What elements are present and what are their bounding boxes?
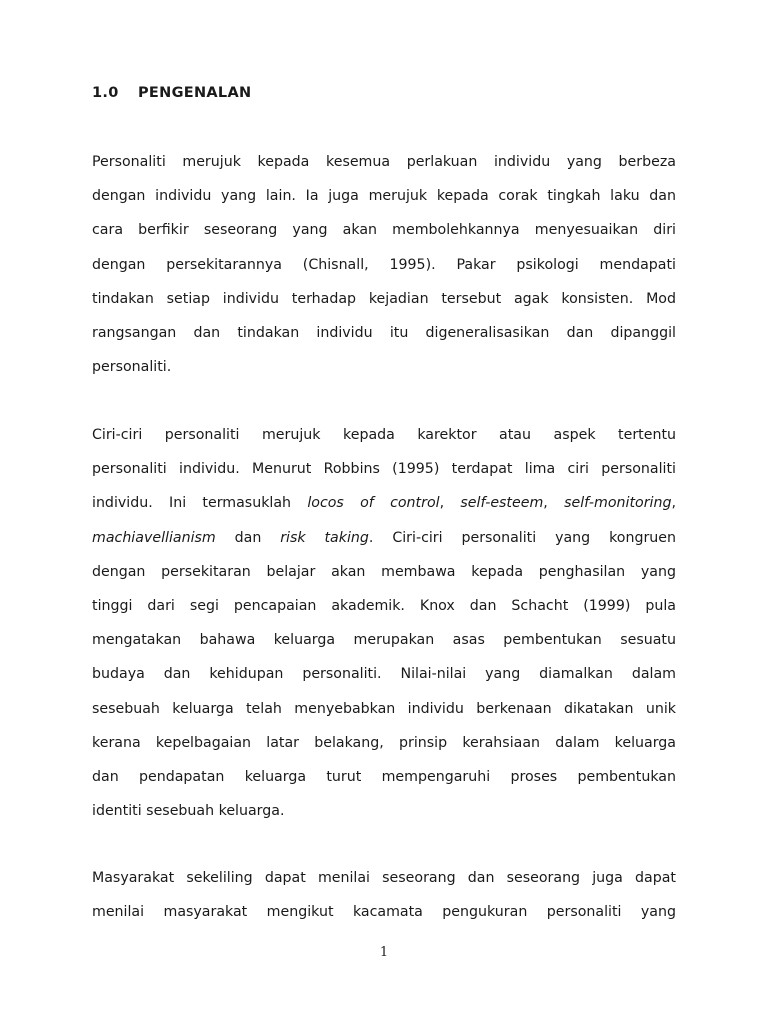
italic-term: locos of control	[307, 495, 440, 512]
text-run: . Ciri-ciri personaliti yang kongruen	[368, 529, 676, 546]
italic-term: risk taking	[280, 529, 369, 546]
paragraph-1	[92, 145, 676, 384]
paragraph-line: personaliti individu. Menurut Robbins (1995) terdapat lima ciri personaliti	[92, 461, 676, 478]
paragraph-line: budaya dan kehidupan personaliti. Nilai-nilai yang diamalkan dalam	[92, 666, 676, 683]
paragraph-line: mengatakan bahawa keluarga merupakan asas pembentukan sesuatu	[92, 632, 676, 649]
paragraph-line: Masyarakat sekeliling dapat menilai seseorang dan seseorang juga dapat	[92, 870, 676, 886]
paragraph-line: sesebuah keluarga telah menyebabkan individu berkenaan dikatakan unik	[92, 700, 676, 717]
paragraph-line: tinggi dari segi pencapaian akademik. Knox dan Schacht (1999) pula	[92, 597, 676, 614]
paragraph-line: rangsangan dan tindakan individu itu digeneralisasikan dan dipanggil	[92, 324, 676, 341]
paragraph-line: tindakan setiap individu terhadap kejadian tersebut agak konsisten. Mod	[92, 290, 676, 307]
paragraph-line: kerana kepelbagaian latar belakang, prinsip kerahsiaan dalam keluarga	[92, 734, 676, 751]
paragraph-line: dan pendapatan keluarga turut mempengaruhi proses pembentukan	[92, 768, 676, 785]
section-number: 1.0	[92, 85, 119, 101]
section-title: PENGENALAN	[138, 85, 252, 101]
paragraph-3	[92, 861, 676, 929]
paragraph-line: personaliti.	[92, 359, 172, 376]
text-run: ,	[671, 495, 676, 512]
paragraph-line: cara berfikir seseorang yang akan membolehkannya menyesuaikan diri	[92, 222, 676, 239]
paragraph-line: dengan persekitarannya (Chisnall, 1995). Pakar psikologi mendapati	[92, 256, 676, 273]
italic-term: machiavellianism	[92, 529, 216, 546]
text-run: individu. Ini termasuklah	[92, 495, 308, 512]
paragraph-line	[92, 486, 676, 520]
text-run: ,	[543, 495, 565, 512]
italic-term: self-monitoring	[564, 495, 672, 512]
paragraph-line: Ciri-ciri personaliti merujuk kepada karektor atau aspek tertentu	[92, 427, 676, 443]
paragraph-line: dengan individu yang lain. Ia juga merujuk kepada corak tingkah laku dan	[92, 188, 676, 205]
paragraph-line	[92, 521, 676, 555]
italic-term: self-esteem	[460, 495, 544, 512]
paragraph-line: identiti sesebuah keluarga.	[92, 803, 285, 820]
paragraph-2	[92, 418, 676, 828]
text-run: ,	[439, 495, 461, 512]
paragraph-line: menilai masyarakat mengikut kacamata pengukuran personaliti yang	[92, 904, 676, 921]
text-run: dan	[215, 529, 281, 546]
section-heading	[92, 85, 251, 101]
paragraph-line: dengan persekitaran belajar akan membawa kepada penghasilan yang	[92, 563, 676, 580]
page-number: 1	[379, 945, 389, 960]
paragraph-line: Personaliti merujuk kepada kesemua perlakuan individu yang berbeza	[92, 154, 676, 170]
